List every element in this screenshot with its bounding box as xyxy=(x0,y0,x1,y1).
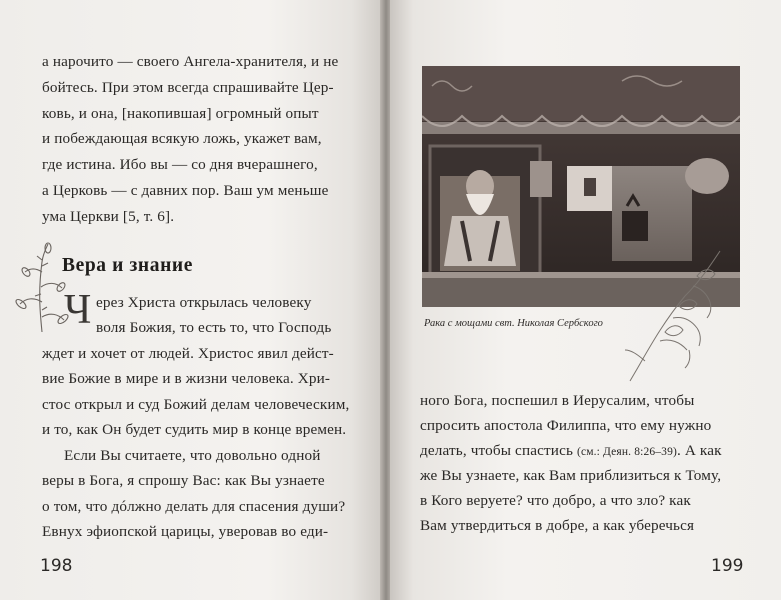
text-line: вие Божие в мире и в жизни человека. Хри- xyxy=(42,370,331,387)
text-line: ного Бога, поспешил в Иерусалим, чтобы xyxy=(420,392,695,409)
floral-ornament-icon xyxy=(615,246,725,386)
left-page xyxy=(0,0,382,600)
text-line: стос открыл и суд Божий делам человеческим, xyxy=(42,396,350,413)
text-line: о том, что дóлжно делать для спасения души? xyxy=(42,498,346,515)
text-line xyxy=(420,441,722,462)
page-number: 198 xyxy=(40,556,73,576)
photo-caption: Рака с мощами свт. Николая Сербского xyxy=(424,318,603,329)
text-line: и то, как Он будет судить мир в конце времен. xyxy=(42,421,347,438)
text-line: бойтесь. При этом всегда спрашивайте Цер- xyxy=(42,79,334,96)
text-segment: . А как xyxy=(676,442,722,459)
text-line: где истина. Ибо вы — со дня вчерашнего, xyxy=(42,156,318,173)
text-line: спросить апостола Филиппа, что ему нужно xyxy=(420,417,712,434)
text-line: Вам утвердиться в добре, а как уберечься xyxy=(420,517,695,534)
text-line: в Кого веруете? что добро, а что зло? как xyxy=(420,492,691,509)
text-line: Евнух эфиопской царицы, уверовав во еди- xyxy=(42,523,329,540)
section-heading: Вера и знание xyxy=(62,255,193,276)
text-line: и побеждающая всякую ложь, укажет вам, xyxy=(42,130,322,147)
scripture-reference: (см.: Деян. 8:26–39) xyxy=(576,446,677,458)
text-line: ерез Христа открылась человеку xyxy=(96,294,312,311)
text-line: ждет и хочет от людей. Христос явил дейст- xyxy=(42,345,334,362)
text-line: Если Вы считаете, что довольно одной xyxy=(64,447,321,464)
page-number: 199 xyxy=(711,556,744,576)
text-line: а нарочито — своего Ангела-хранителя, и не xyxy=(42,53,339,70)
text-line: ума Церкви [5, т. 6]. xyxy=(42,208,175,225)
text-line: веры в Бога, я спрошу Вас: как Вы узнаете xyxy=(42,472,325,489)
text-line: ковь, и она, [накопившая] огромный опыт xyxy=(42,105,319,122)
drop-cap: Ч xyxy=(64,287,92,333)
text-line: воля Божия, то есть то, что Господь xyxy=(96,319,332,336)
text-line: а Церковь — с давних пор. Ваш ум меньше xyxy=(42,182,329,199)
text-segment: делать, чтобы спастись xyxy=(420,442,574,459)
text-line: же Вы узнаете, как Вам приблизиться к Тому, xyxy=(420,467,722,484)
